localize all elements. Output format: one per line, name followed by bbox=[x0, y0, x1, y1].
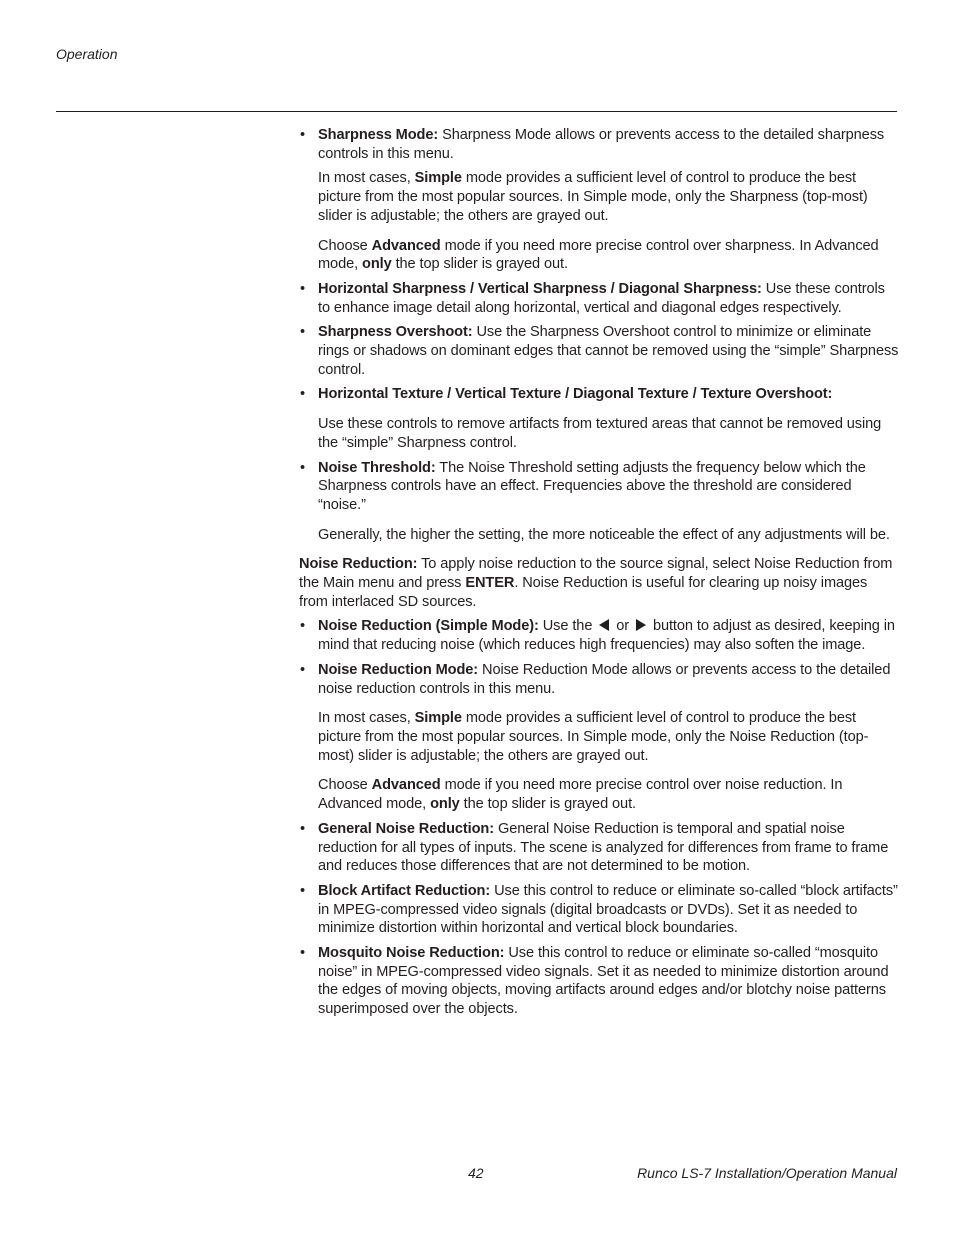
text: Generally, the higher the setting, the more noticeable the effect of any adjustments will be. bbox=[318, 526, 890, 543]
description: Sharpness Mode allows or prevents access to the detailed sharpness controls in this menu. bbox=[318, 127, 885, 162]
emphasis: only bbox=[362, 256, 392, 273]
description: The Noise Threshold setting adjusts the frequency below which the Sharpness controls have an effect. Frequencies above the threshold are considered “noise.” bbox=[318, 459, 866, 513]
term: General Noise Reduction: bbox=[318, 820, 495, 837]
text: Choose bbox=[318, 777, 372, 794]
text: To apply noise reduction to the source signal, select Noise Reduction from the Main menu and press bbox=[299, 556, 893, 592]
texture-paragraph bbox=[299, 415, 899, 452]
term: Noise Threshold: bbox=[318, 459, 436, 476]
term: Noise Reduction (Simple Mode): bbox=[318, 618, 539, 635]
bullet-noise-threshold bbox=[299, 459, 899, 515]
header-rule bbox=[56, 111, 897, 112]
text: mode if you need more precise control over sharpness. In Advanced mode, bbox=[318, 237, 879, 273]
text: button to adjust as desired, keeping in mind that reducing noise (which reduces high frequencies) may also soften the image. bbox=[318, 618, 895, 654]
noise-reduction-paragraph bbox=[299, 555, 899, 611]
left-arrow-icon bbox=[599, 619, 609, 631]
bullet-sharpness-overshoot bbox=[299, 323, 899, 379]
text: Use these controls to remove artifacts from textured areas that cannot be removed using the “simple” Sharpness control. bbox=[318, 416, 882, 451]
running-header: Operation bbox=[56, 46, 118, 62]
bullet-block-artifact bbox=[299, 882, 899, 938]
term: Horizontal Sharpness / Vertical Sharpness / Diagonal Sharpness: bbox=[318, 280, 762, 297]
term: Mosquito Noise Reduction: bbox=[318, 945, 505, 962]
text: Use the bbox=[538, 618, 597, 635]
text: mode provides a sufficient level of control to produce the best picture from the most popular sources. In Simple mode, only the Noise Reduction (top-most) slider is adjustable; the others are grayed out. bbox=[318, 710, 869, 764]
noise-threshold-paragraph bbox=[299, 526, 899, 545]
text: Choose bbox=[318, 237, 372, 254]
emphasis: Advanced bbox=[371, 237, 441, 254]
description: Use these controls to enhance image detail along horizontal, vertical and diagonal edges respectively. bbox=[318, 280, 885, 316]
text: the top slider is grayed out. bbox=[391, 256, 568, 273]
description: Use this control to reduce or eliminate so-called “block artifacts” in MPEG-compressed video signals (digital broadcasts or DVDs). Set it as needed to minimize distortion within horizontal and vertical block boundaries. bbox=[318, 882, 898, 937]
enter-key-label: ENTER bbox=[465, 575, 515, 592]
bullet-mosquito-nr bbox=[299, 944, 899, 1019]
page-number: 42 bbox=[468, 1165, 484, 1181]
bullet-hvd-sharpness bbox=[299, 280, 899, 317]
nr-advanced-paragraph bbox=[299, 776, 899, 813]
term: Sharpness Mode: bbox=[318, 127, 439, 143]
sharpness-simple-paragraph bbox=[299, 169, 899, 225]
text: In most cases, bbox=[318, 170, 415, 187]
description: General Noise Reduction is temporal and spatial noise reduction for all types of inputs. The scene is analyzed for differences from frame to frame and reduces those differences that are not determined to be motion. bbox=[318, 820, 889, 875]
manual-title: Runco LS-7 Installation/Operation Manual bbox=[637, 1165, 897, 1181]
nr-simple-paragraph bbox=[299, 709, 899, 765]
sharpness-advanced-paragraph bbox=[299, 237, 899, 274]
term: Sharpness Overshoot: bbox=[318, 324, 473, 341]
text: mode provides a sufficient level of control to produce the best picture from the most popular sources. In Simple mode, only the Sharpness (top-most) slider is adjustable; the others are grayed out. bbox=[318, 170, 868, 224]
term: Noise Reduction Mode: bbox=[318, 661, 479, 678]
text: . Noise Reduction is useful for clearing up noisy images from interlaced SD sources. bbox=[299, 575, 868, 610]
bullet-texture bbox=[299, 385, 899, 404]
text: In most cases, bbox=[318, 710, 415, 727]
description: Use this control to reduce or eliminate so-called “mosquito noise” in MPEG-compressed video signals. Set it as needed to minimize distortion around the edges of moving objects, moving artifacts around edges and/or blotchy noise patterns superimposed over the objects. bbox=[318, 945, 889, 1018]
description: Noise Reduction Mode allows or prevents access to the detailed noise reduction controls in this menu. bbox=[318, 661, 891, 697]
right-arrow-icon bbox=[636, 619, 646, 631]
description: Use the Sharpness Overshoot control to minimize or eliminate rings or shadows on dominant edges that cannot be removed using the “simple” Sharpness control. bbox=[318, 324, 899, 378]
term: Noise Reduction: bbox=[299, 556, 418, 573]
emphasis: Simple bbox=[414, 710, 462, 727]
emphasis: only bbox=[430, 796, 460, 813]
bullet-sharpness-mode bbox=[299, 126, 899, 163]
emphasis: Simple bbox=[414, 170, 462, 187]
text: or bbox=[612, 618, 633, 635]
bullet-general-nr bbox=[299, 820, 899, 876]
text: mode if you need more precise control over noise reduction. In Advanced mode, bbox=[318, 777, 843, 813]
emphasis: Advanced bbox=[371, 777, 441, 794]
bullet-nr-simple-mode bbox=[299, 617, 899, 654]
term: Block Artifact Reduction: bbox=[318, 882, 491, 899]
text: the top slider is grayed out. bbox=[459, 796, 636, 813]
bullet-nr-mode bbox=[299, 661, 899, 698]
term: Horizontal Texture / Vertical Texture / Diagonal Texture / Texture Overshoot: bbox=[318, 386, 833, 403]
body-content bbox=[299, 126, 899, 1025]
